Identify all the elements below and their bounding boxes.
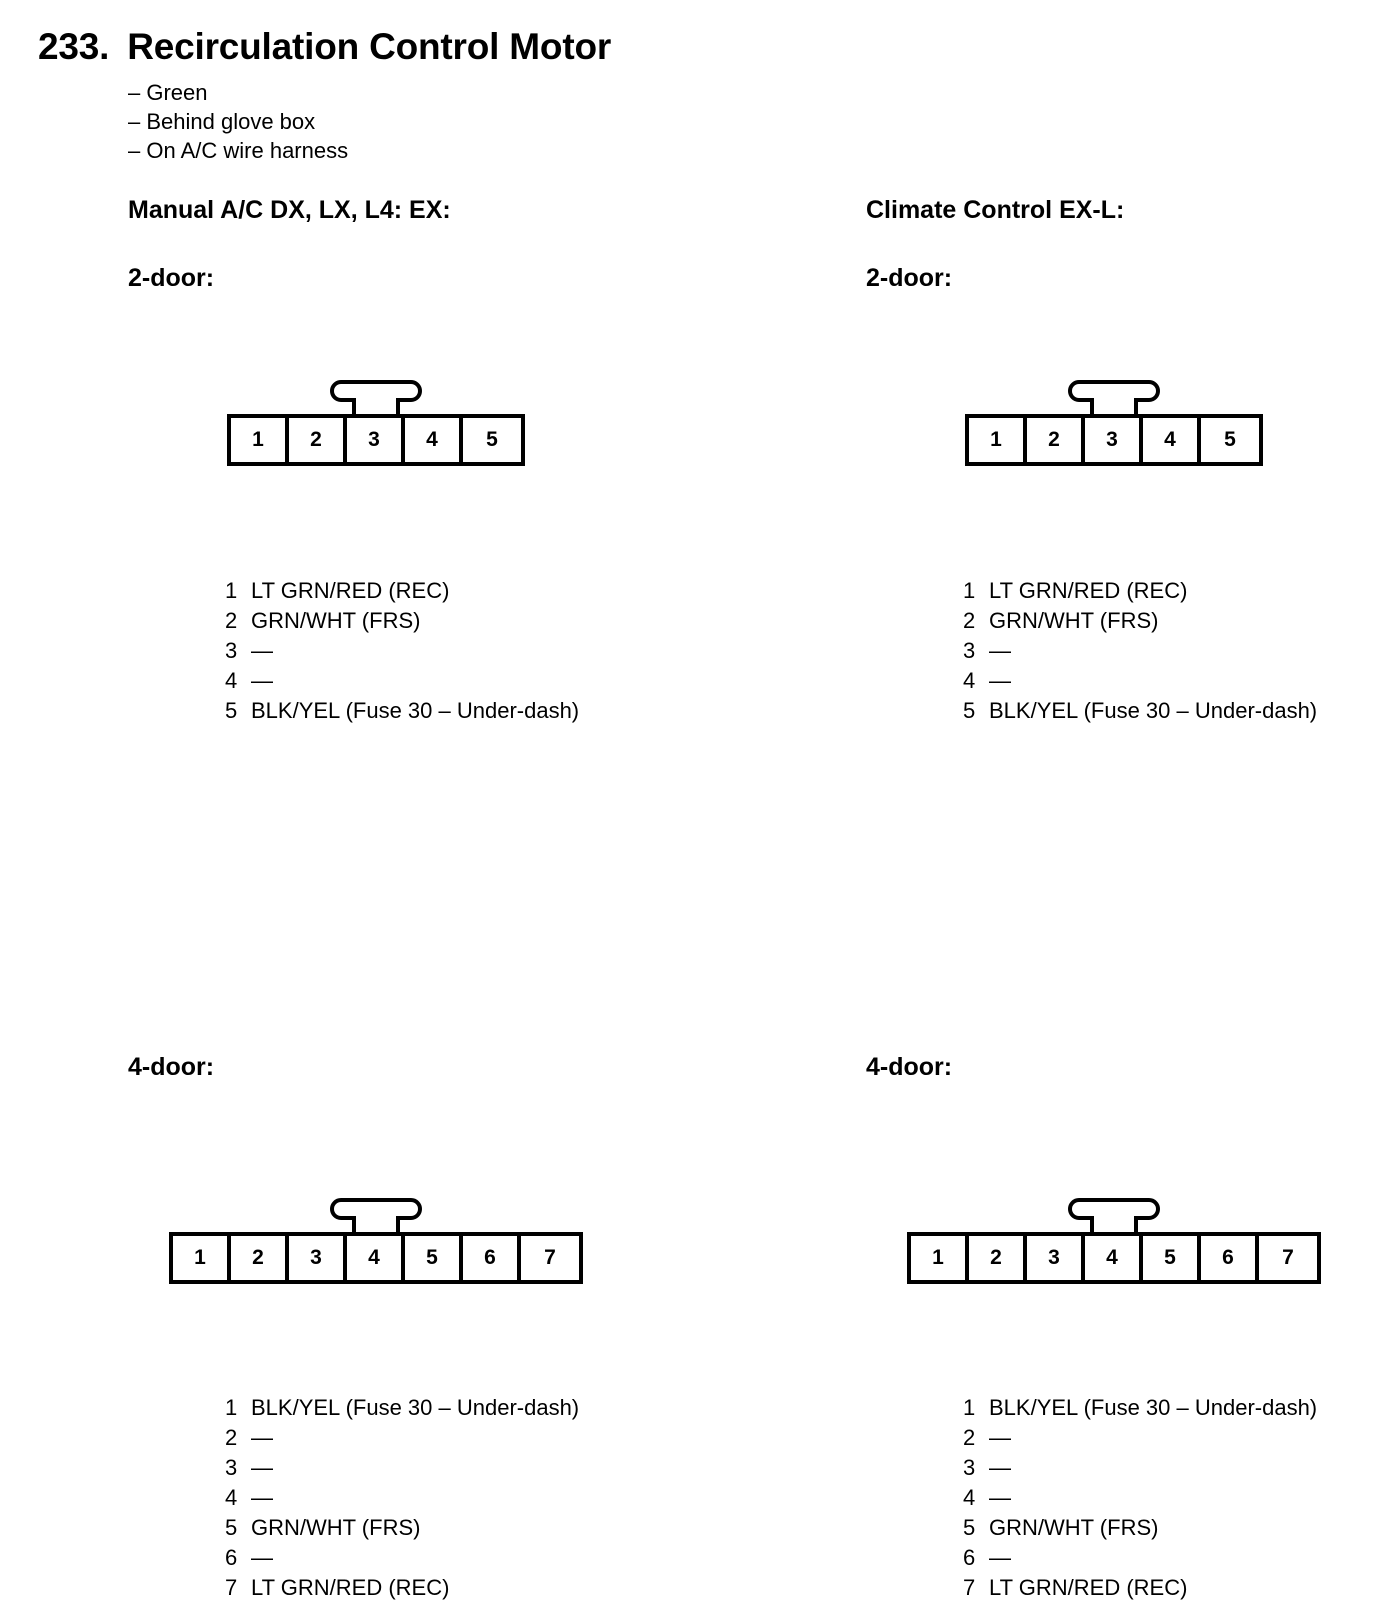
connector-latch-icon bbox=[326, 1196, 426, 1236]
connector-pin-cell: 5 bbox=[405, 1236, 463, 1280]
pinout-row bbox=[225, 1573, 579, 1603]
pinout-row bbox=[963, 1573, 1317, 1603]
pin-number: 5 bbox=[225, 698, 238, 723]
connector-pin-cell: 3 bbox=[347, 418, 405, 462]
pin-description: — bbox=[251, 638, 273, 663]
connector-latch-icon bbox=[326, 378, 426, 418]
right-section-heading: Climate Control EX-L: bbox=[866, 196, 1125, 224]
pin-description: — bbox=[989, 638, 1011, 663]
pin-description: — bbox=[989, 1455, 1011, 1480]
pinout-list-right-4door bbox=[963, 1393, 1317, 1603]
connector-pin-cell: 1 bbox=[911, 1236, 969, 1280]
item-title: Recirculation Control Motor bbox=[127, 26, 612, 67]
pin-description: — bbox=[989, 1485, 1011, 1510]
pin-number: 4 bbox=[225, 668, 238, 693]
right-2door-label: 2-door: bbox=[866, 264, 953, 292]
pinout-row bbox=[225, 1393, 579, 1423]
pinout-row bbox=[225, 696, 579, 726]
location-harness: – On A/C wire harness bbox=[128, 138, 349, 163]
pin-number: 1 bbox=[963, 1395, 976, 1420]
connector-pin-cell: 5 bbox=[1224, 428, 1236, 451]
pin-description: — bbox=[251, 1425, 273, 1450]
pin-number: 5 bbox=[963, 1515, 976, 1540]
connector-pin-cell: 4 bbox=[405, 418, 463, 462]
pin-number: 2 bbox=[225, 1425, 238, 1450]
pin-number: 3 bbox=[963, 638, 976, 663]
pin-description: — bbox=[251, 1545, 273, 1570]
connector-diagram-right-2door bbox=[965, 378, 1263, 466]
pin-description: LT GRN/RED (REC) bbox=[251, 578, 450, 603]
connector-pin-cell: 1 bbox=[231, 418, 289, 462]
connector-pin-cell: 4 bbox=[347, 1236, 405, 1280]
pin-description: — bbox=[251, 668, 273, 693]
pinout-row bbox=[225, 666, 579, 696]
pin-number: 1 bbox=[963, 578, 976, 603]
connector-pin-cell: 2 bbox=[231, 1236, 289, 1280]
pin-description: BLK/YEL (Fuse 30 – Under-dash) bbox=[251, 698, 580, 723]
connector-pin-cell: 1 bbox=[173, 1236, 231, 1280]
pin-number: 6 bbox=[963, 1545, 976, 1570]
pinout-row bbox=[963, 666, 1317, 696]
pin-number: 3 bbox=[225, 1455, 238, 1480]
page-title bbox=[38, 26, 611, 68]
connector-pin-cell: 4 bbox=[1085, 1236, 1143, 1280]
pin-number: 7 bbox=[225, 1575, 238, 1600]
connector-diagram-left-4door bbox=[169, 1196, 583, 1284]
pin-number: 4 bbox=[963, 668, 976, 693]
pinout-row bbox=[225, 1513, 579, 1543]
connector-diagram-left-2door bbox=[227, 378, 525, 466]
pin-number: 1 bbox=[225, 578, 238, 603]
pin-number: 2 bbox=[225, 608, 238, 633]
connector-pin-cell: 2 bbox=[969, 1236, 1027, 1280]
location-color: – Green bbox=[128, 80, 208, 105]
connector-pin-cell: 6 bbox=[1201, 1236, 1259, 1280]
pinout-row bbox=[963, 606, 1317, 636]
item-number: 233. bbox=[38, 26, 110, 67]
pin-description: LT GRN/RED (REC) bbox=[989, 578, 1188, 603]
connector-pin-cell: 1 bbox=[969, 418, 1027, 462]
left-4door-label: 4-door: bbox=[128, 1053, 215, 1081]
pin-number: 2 bbox=[963, 1425, 976, 1450]
pinout-row bbox=[225, 636, 579, 666]
pin-description: — bbox=[989, 668, 1011, 693]
pinout-row bbox=[963, 696, 1317, 726]
connector-body bbox=[907, 1232, 1321, 1284]
pin-number: 5 bbox=[963, 698, 976, 723]
pin-number: 2 bbox=[963, 608, 976, 633]
pinout-row bbox=[225, 606, 579, 636]
pin-description: — bbox=[989, 1545, 1011, 1570]
pin-number: 4 bbox=[963, 1485, 976, 1510]
pinout-row bbox=[963, 1393, 1317, 1423]
pin-number: 5 bbox=[225, 1515, 238, 1540]
pin-description: — bbox=[989, 1425, 1011, 1450]
pin-number: 6 bbox=[225, 1545, 238, 1570]
pinout-list-left-4door bbox=[225, 1393, 579, 1603]
connector-pin-cell: 7 bbox=[1282, 1246, 1294, 1269]
connector-diagram-right-4door bbox=[907, 1196, 1321, 1284]
connector-pin-cell: 5 bbox=[486, 428, 498, 451]
pin-description: — bbox=[251, 1485, 273, 1510]
pin-number: 3 bbox=[963, 1455, 976, 1480]
connector-pin-cell: 4 bbox=[1143, 418, 1201, 462]
pinout-row bbox=[225, 1543, 579, 1573]
pinout-row bbox=[963, 576, 1317, 606]
pinout-row bbox=[963, 1543, 1317, 1573]
connector-latch-icon bbox=[1064, 1196, 1164, 1236]
connector-pin-cell: 5 bbox=[1143, 1236, 1201, 1280]
connector-pin-cell: 3 bbox=[1085, 418, 1143, 462]
connector-pin-cell: 2 bbox=[1027, 418, 1085, 462]
pin-description: GRN/WHT (FRS) bbox=[989, 608, 1159, 633]
pinout-list-right-2door bbox=[963, 576, 1317, 726]
connector-pin-cell: 2 bbox=[289, 418, 347, 462]
pin-description: GRN/WHT (FRS) bbox=[989, 1515, 1159, 1540]
pin-number: 4 bbox=[225, 1485, 238, 1510]
pin-number: 3 bbox=[225, 638, 238, 663]
pinout-row bbox=[225, 1423, 579, 1453]
pinout-row bbox=[963, 1513, 1317, 1543]
left-section-heading: Manual A/C DX, LX, L4: EX: bbox=[128, 196, 451, 224]
pinout-row bbox=[225, 1483, 579, 1513]
pin-description: — bbox=[251, 1455, 273, 1480]
pinout-row bbox=[963, 1483, 1317, 1513]
connector-pin-cell: 3 bbox=[1027, 1236, 1085, 1280]
pin-description: BLK/YEL (Fuse 30 – Under-dash) bbox=[251, 1395, 580, 1420]
location-position: – Behind glove box bbox=[128, 109, 316, 134]
connector-body bbox=[169, 1232, 583, 1284]
pin-description: GRN/WHT (FRS) bbox=[251, 1515, 421, 1540]
pinout-row bbox=[225, 1453, 579, 1483]
pin-description: BLK/YEL (Fuse 30 – Under-dash) bbox=[989, 698, 1318, 723]
pinout-row bbox=[225, 576, 579, 606]
connector-pin-cell: 6 bbox=[463, 1236, 521, 1280]
connector-pin-cell: 7 bbox=[544, 1246, 556, 1269]
pinout-list-left-2door bbox=[225, 576, 579, 726]
pinout-row bbox=[963, 1423, 1317, 1453]
pinout-row bbox=[963, 636, 1317, 666]
pin-number: 1 bbox=[225, 1395, 238, 1420]
pinout-row bbox=[963, 1453, 1317, 1483]
left-2door-label: 2-door: bbox=[128, 264, 215, 292]
pin-description: LT GRN/RED (REC) bbox=[251, 1575, 450, 1600]
pin-description: BLK/YEL (Fuse 30 – Under-dash) bbox=[989, 1395, 1318, 1420]
connector-latch-icon bbox=[1064, 378, 1164, 418]
right-4door-label: 4-door: bbox=[866, 1053, 953, 1081]
connector-body bbox=[227, 414, 525, 466]
connector-body bbox=[965, 414, 1263, 466]
pin-description: GRN/WHT (FRS) bbox=[251, 608, 421, 633]
pin-number: 7 bbox=[963, 1575, 976, 1600]
connector-pin-cell: 3 bbox=[289, 1236, 347, 1280]
pin-description: LT GRN/RED (REC) bbox=[989, 1575, 1188, 1600]
